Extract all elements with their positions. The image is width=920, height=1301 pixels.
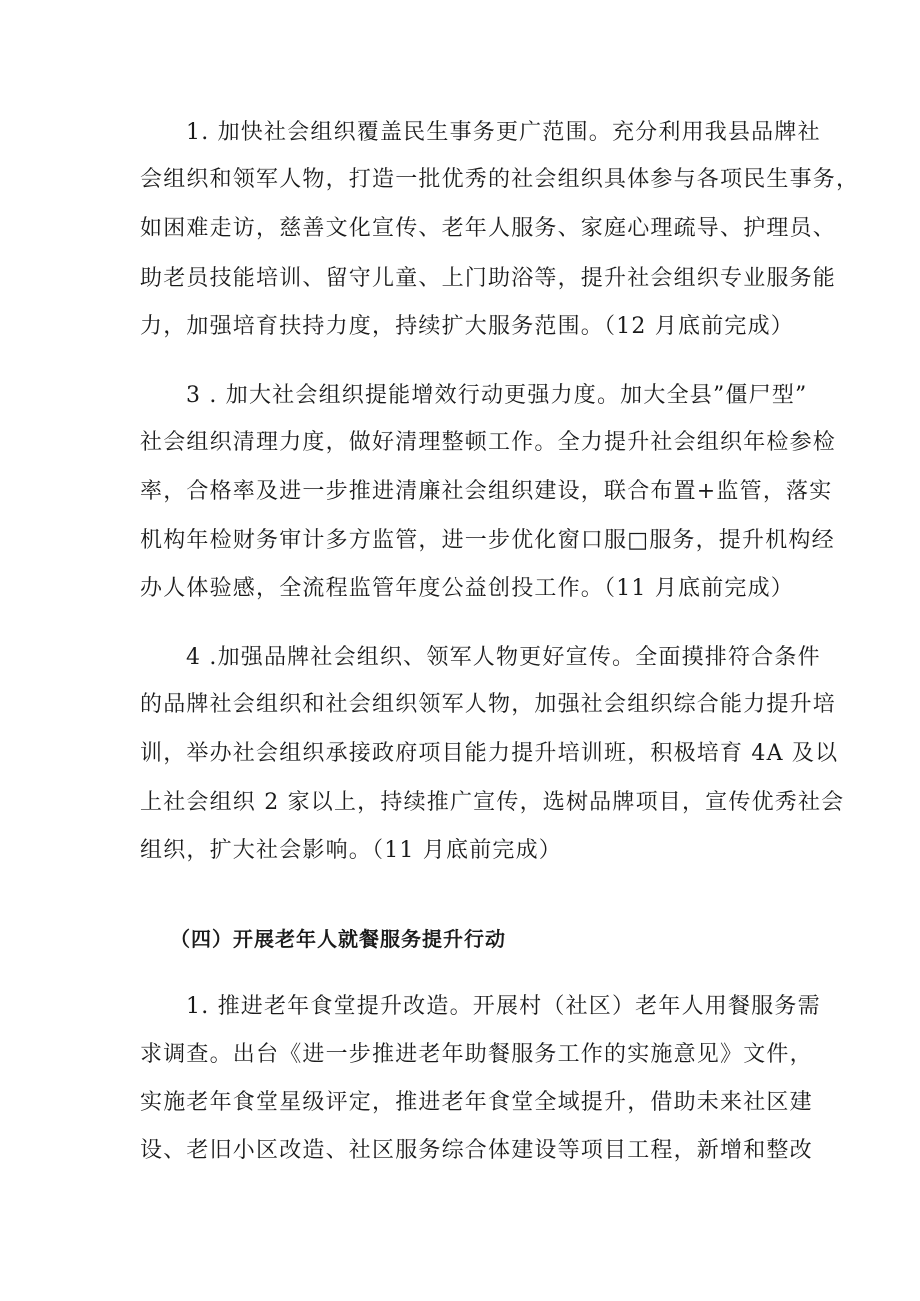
paragraph-line: 率，合格率及进一步推进清廉社会组织建设，联合布置+监管，落实 — [140, 479, 833, 504]
paragraph-line: 机构年检财务审计多方监管，进一步优化窗口服□服务，提升机构经 — [140, 528, 835, 553]
paragraph-line: 助老员技能培训、留守儿童、上门助浴等，提升社会组织专业服务能 — [140, 266, 837, 291]
paragraph-line: 上社会组织 2 家以上，持续推广宣传，选树品牌项目，宣传优秀社会 — [140, 790, 845, 815]
paragraph-line: 的品牌社会组织和社会组织领军人物，加强社会组织综合能力提升培 — [140, 692, 837, 717]
paragraph-line: 如困难走访，慈善文化宣传、老年人服务、家庭心理疏导、护理员、 — [140, 216, 837, 241]
paragraph-line: 训，举办社会组织承接政府项目能力提升培训班，积极培育 4A 及以 — [140, 741, 839, 766]
paragraph-line: 求调查。出台《进一步推进老年助餐服务工作的实施意见》文件， — [140, 1042, 813, 1067]
paragraph-line: 4 .加强品牌社会组织、领军人物更好宣传。全面摸排符合条件 — [186, 645, 821, 670]
paragraph-line: 实施老年食堂星级评定，推进老年食堂全域提升，借助未来社区建 — [140, 1090, 813, 1115]
paragraph-line: 社会组织清理力度，做好清理整顿工作。全力提升社会组织年检参检 — [140, 430, 837, 455]
paragraph-line: 3 . 加大社会组织提能增效行动更强力度。加大全县”僵尸型” — [186, 383, 808, 408]
paragraph-line: 组织，扩大社会影响。（11 月底前完成） — [140, 838, 562, 863]
section-heading: （四）开展老年人就餐服务提升行动 — [170, 927, 506, 951]
paragraph-line: 1. 推进老年食堂提升改造。开展村（社区）老年人用餐服务需 — [186, 994, 821, 1019]
paragraph-line: 力，加强培育扶持力度，持续扩大服务范围。（12 月底前完成） — [140, 314, 794, 339]
paragraph-line: 1. 加快社会组织覆盖民生事务更广范围。充分利用我县品牌社 — [186, 120, 821, 145]
paragraph-line: 设、老旧小区改造、社区服务综合体建设等项目工程，新增和整改 — [140, 1138, 813, 1163]
paragraph-line: 会组织和领军人物，打造一批优秀的社会组织具体参与各项民生事务， — [140, 167, 860, 192]
paragraph-line: 办人体验感，全流程监管年度公益创投工作。（11 月底前完成） — [140, 576, 794, 601]
